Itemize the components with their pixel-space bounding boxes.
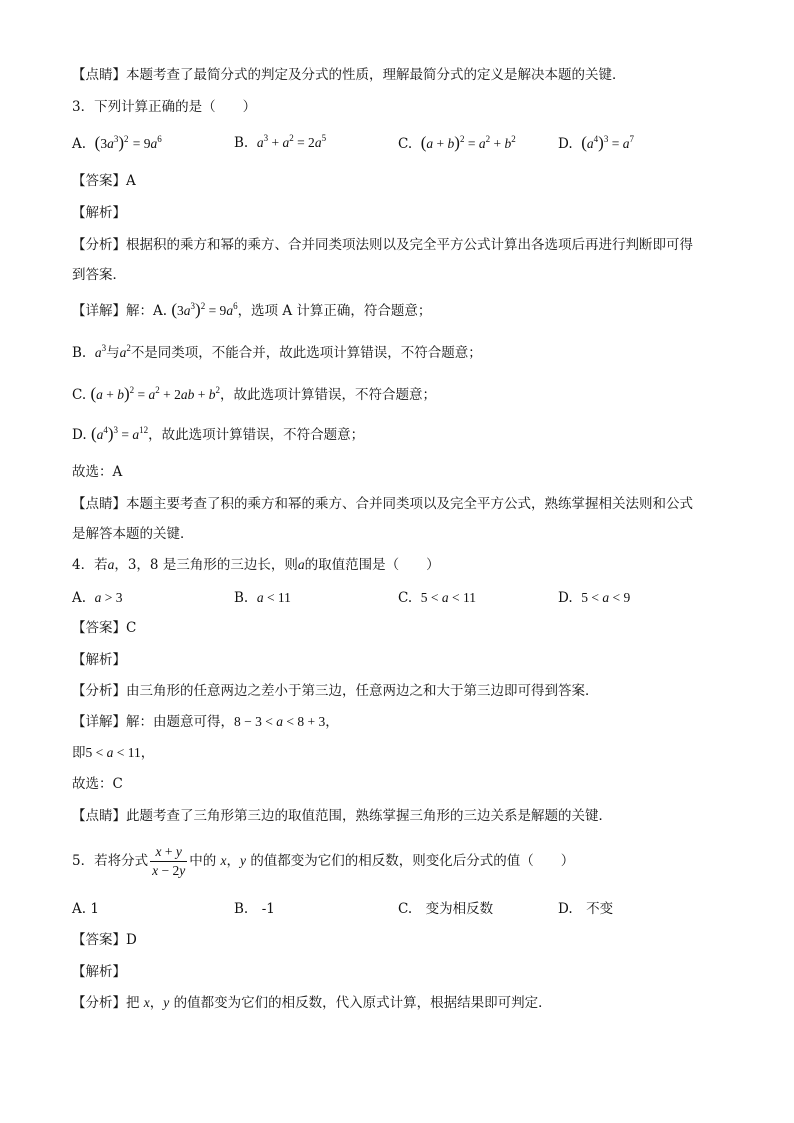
question-4-options [72,588,722,610]
answer-4: 【答案】C [72,620,137,636]
q5-option-b: B. -1 [234,901,275,917]
fenxi-4: 【分析】由三角形的任意两边之差小于第三边，任意两边之和大于第三边即可得到答案． [72,683,599,699]
q3-option-b: B. $a^3 + a^2 = 2a^5$ [234,133,327,151]
fraction: $\frac{x + y}{x - 2y}$ [152,844,186,878]
guxuan-4: 故选：C [72,776,123,792]
dianjing-3-line1: 【点睛】本题主要考查了积的乘方和幂的乘方、合并同类项以及完全平方公式，熟练掌握相关法则和公式 [72,496,693,512]
fenxi-3-line1: 【分析】根据积的乘方和幂的乘方、合并同类项法则以及完全平方公式计算出各选项后再进行判断即可得 [72,237,693,253]
q5-option-d: D. 不变 [558,901,614,917]
xiangjie-3-d: D. $(a^4)^3 = a^{12}$，故此选项计算错误，不符合题意； [72,424,365,443]
fenxi-3-line2: 到答案． [72,267,126,283]
xiangjie-3-c: C. $(a + b)^2 = a^2 + 2ab + b^2$，故此选项计算错误，不符合题意； [72,384,437,403]
question-3-options [72,133,722,157]
jiexi-3: 【解析】 [72,205,126,221]
q4-option-d: D. 5 < a < 9 [558,590,631,606]
question-5-options [72,899,722,921]
q5-option-a: A. 1 [72,901,99,917]
ji-4: 即5 < a < 11， [72,745,155,761]
q4-option-c: C. 5 < a < 11 [398,590,476,606]
q4-option-b: B. a < 11 [234,590,291,606]
fenxi-5: 【分析】把 x，y 的值都变为它们的相反数，代入原式计算，根据结果即可判定． [72,995,552,1011]
dianjing-4: 【点睛】此题考查了三角形第三边的取值范围，熟练掌握三角形的三边关系是解题的关键． [72,808,612,824]
answer-5: 【答案】D [72,932,137,948]
jiexi-4: 【解析】 [72,652,126,668]
xiangjie-3: 【详解】解：A. $(3a^3)^2 = 9a^6$，选项 A 计算正确，符合题意； [72,300,432,319]
q4-option-a: A. a > 3 [72,590,123,606]
q3-option-c: C. $(a + b)^2 = a^2 + b^2$ [398,133,516,152]
question-4-stem: 4．若a，3，8 是三角形的三边长，则a的取值范围是（ ） [72,557,440,573]
xiangjie-3-b: B. $a^3$与$a^2$不是同类项，不能合并，故此选项计算错误，不符合题意； [72,343,482,361]
xiangjie-4: 【详解】解：由题意可得，8 − 3 < a < 8 + 3， [72,714,339,730]
answer-3: 【答案】A [72,173,136,189]
guxuan-3: 故选：A [72,464,123,480]
jiexi-5: 【解析】 [72,964,126,980]
q3-option-d: D. $(a^4)^3 = a^7$ [558,133,634,152]
question-5-stem: 5．若将分式 $\frac{x + y}{x - 2y}$ 中的 x，y 的值都变为它们的相反数，则变化后分式的值（ ） [72,844,575,878]
dianjing-prev: 【点睛】本题考查了最简分式的判定及分式的性质，理解最简分式的定义是解决本题的关键． [72,67,626,83]
dianjing-3-line2: 是解答本题的关键． [72,526,194,542]
q3-option-a: A. $(3a^3)^2 = 9a^6$ [72,133,162,152]
q5-option-c: C. 变为相反数 [398,901,494,917]
question-3-stem: 3．下列计算正确的是（ ） [72,99,257,115]
